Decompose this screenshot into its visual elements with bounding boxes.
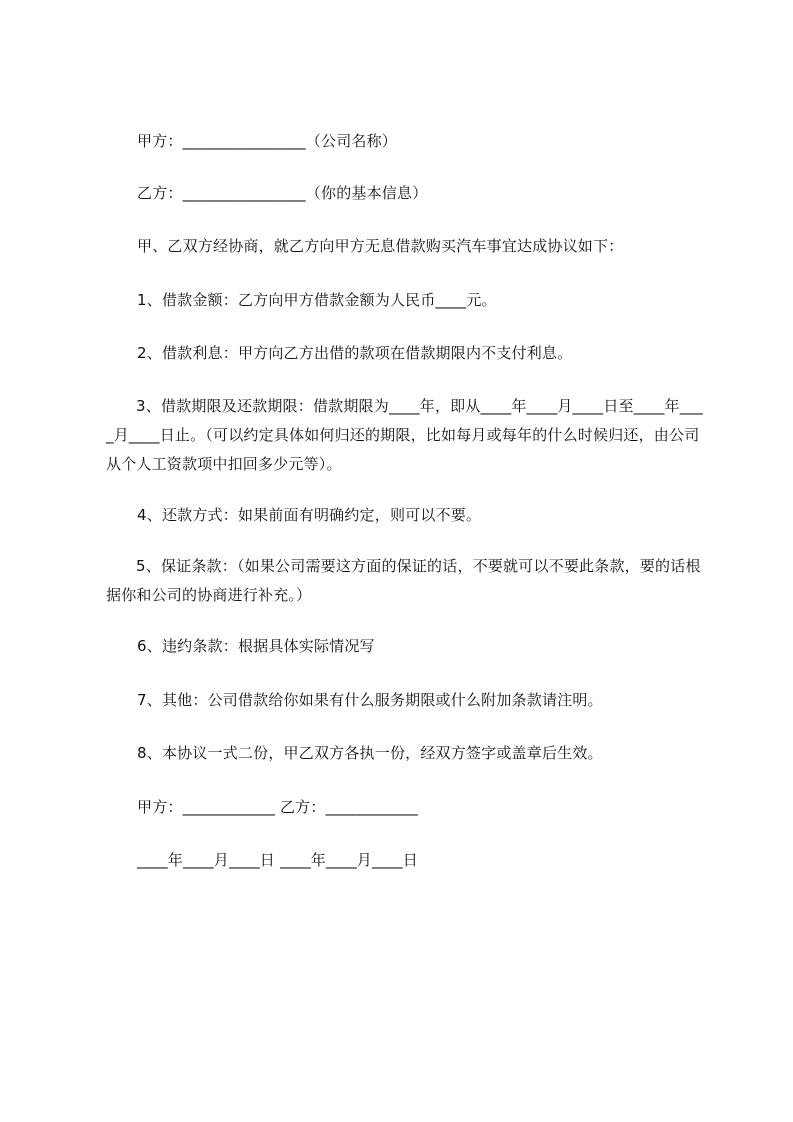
signature-line: 甲方：____________ 乙方：____________ [137,798,418,816]
party-a-line: 甲方：________________（公司名称） [137,132,398,150]
clause-4: 4、还款方式：如果前面有明确约定，则可以不要。 [137,506,482,524]
clause-6: 6、违约条款：根据具体实际情况写 [137,637,375,655]
clause-7: 7、其他：公司借款给你如果有什么服务期限或什么附加条款请注明。 [137,691,603,709]
clause-3: 3、借款期限及还款期限：借款期限为____年，即从____年____月____日至____年____月____日止。（可以约定具体如何归还的期限，比如每月或每年的什么时候归还，由公司从个人工资款项中扣回多少元等）。 [106,397,703,473]
party-b-line: 乙方：________________（你的基本信息） [137,184,428,202]
clause-1: 1、借款金额：乙方向甲方借款金额为人民币____元。 [137,291,497,309]
clause-5: 5、保证条款：（如果公司需要这方面的保证的话，不要就可以不要此条款，要的话根据你和公司的协商进行补充。） [106,557,701,604]
intro-paragraph: 甲、乙双方经协商，就乙方向甲方无息借款购买汽车事宜达成协议如下： [137,237,624,255]
date-line: ____年____月____日 ____年____月____日 [137,851,418,869]
clause-2: 2、借款利息：甲方向乙方出借的款项在借款期限内不支付利息。 [137,344,573,362]
clause-8: 8、本协议一式二份，甲乙双方各执一份，经双方签字或盖章后生效。 [137,744,603,762]
